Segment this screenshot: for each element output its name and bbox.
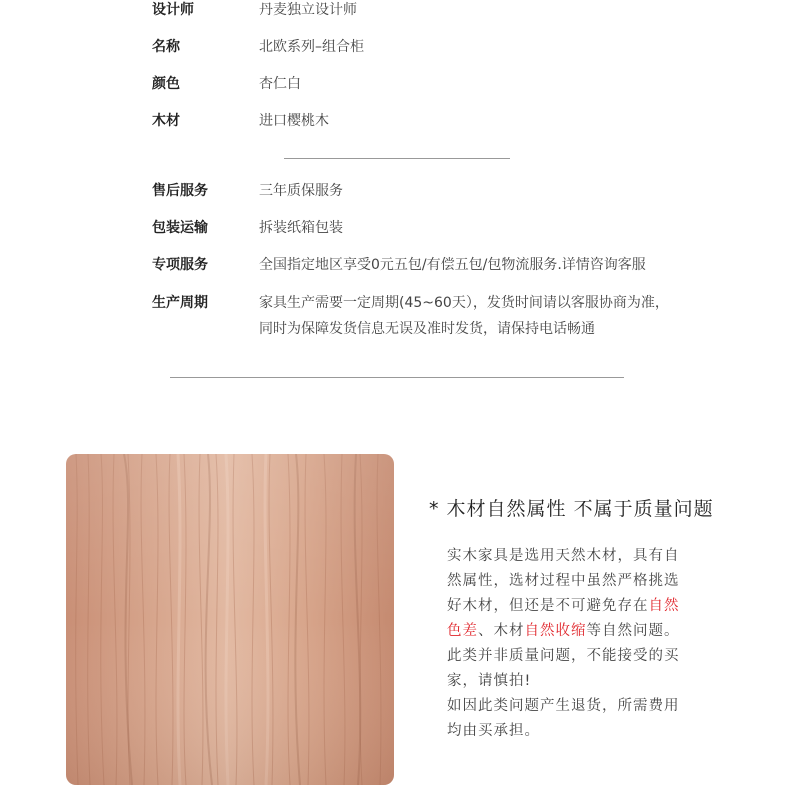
- note-line: 均由买承担。: [447, 723, 540, 739]
- service-label: 包装运输: [152, 220, 208, 236]
- service-label: 专项服务: [152, 257, 208, 273]
- service-value-line2: 同时为保障发货信息无误及准时发货，请保持电话畅通: [259, 321, 595, 337]
- spec-row-color: [0, 74, 790, 98]
- note-line: [447, 594, 697, 619]
- note-highlight: 自然: [648, 598, 680, 614]
- note-body: [447, 544, 697, 744]
- divider-short: [284, 158, 510, 159]
- service-label: 生产周期: [152, 295, 208, 311]
- note-line: 实木家具是选用天然木材，具有自: [447, 548, 680, 564]
- note-line: 此类并非质量问题，不能接受的买: [447, 648, 680, 664]
- note-highlight: 自然收缩: [524, 623, 587, 639]
- service-value: 三年质保服务: [259, 183, 343, 199]
- note-title: * 木材自然属性 不属于质量问题: [429, 498, 714, 520]
- spec-label: 木材: [152, 113, 180, 129]
- spec-row-name: [0, 37, 790, 61]
- note-text: 、木材: [478, 623, 525, 639]
- spec-value: 进口樱桃木: [259, 113, 329, 129]
- note-highlight: 色差: [447, 623, 478, 639]
- divider-long: [170, 377, 624, 378]
- service-row-aftersales: [0, 181, 790, 205]
- spec-label: 颜色: [152, 76, 180, 92]
- spec-value: 杏仁白: [259, 76, 301, 92]
- note-line: 如因此类问题产生退货，所需费用: [447, 698, 680, 714]
- note-line: 家，请慎拍!: [447, 673, 532, 689]
- service-value-line1: 家具生产需要一定周期(45~60天），发货时间请以客服协商为准，: [259, 295, 669, 311]
- note-line: [447, 619, 697, 644]
- spec-value: 北欧系列–组合柜: [259, 39, 364, 55]
- wood-grain-sample-image: [66, 454, 394, 785]
- note-text: 等自然问题。: [586, 623, 680, 639]
- service-row-production: [0, 293, 790, 347]
- service-row-special: [0, 255, 790, 279]
- note-text: 好木材，但还是不可避免存在: [447, 598, 649, 614]
- spec-row-designer: [0, 0, 790, 24]
- service-value: 全国指定地区享受0元五包/有偿五包/包物流服务.详情咨询客服: [259, 257, 646, 273]
- spec-label: 名称: [152, 39, 180, 55]
- service-label: 售后服务: [152, 183, 208, 199]
- service-value: 拆装纸箱包装: [259, 220, 343, 236]
- spec-label: 设计师: [152, 2, 194, 18]
- service-row-packaging: [0, 218, 790, 242]
- note-line: 然属性，选材过程中虽然严格挑选: [447, 573, 680, 589]
- spec-value: 丹麦独立设计师: [259, 2, 357, 18]
- spec-row-wood: [0, 111, 790, 135]
